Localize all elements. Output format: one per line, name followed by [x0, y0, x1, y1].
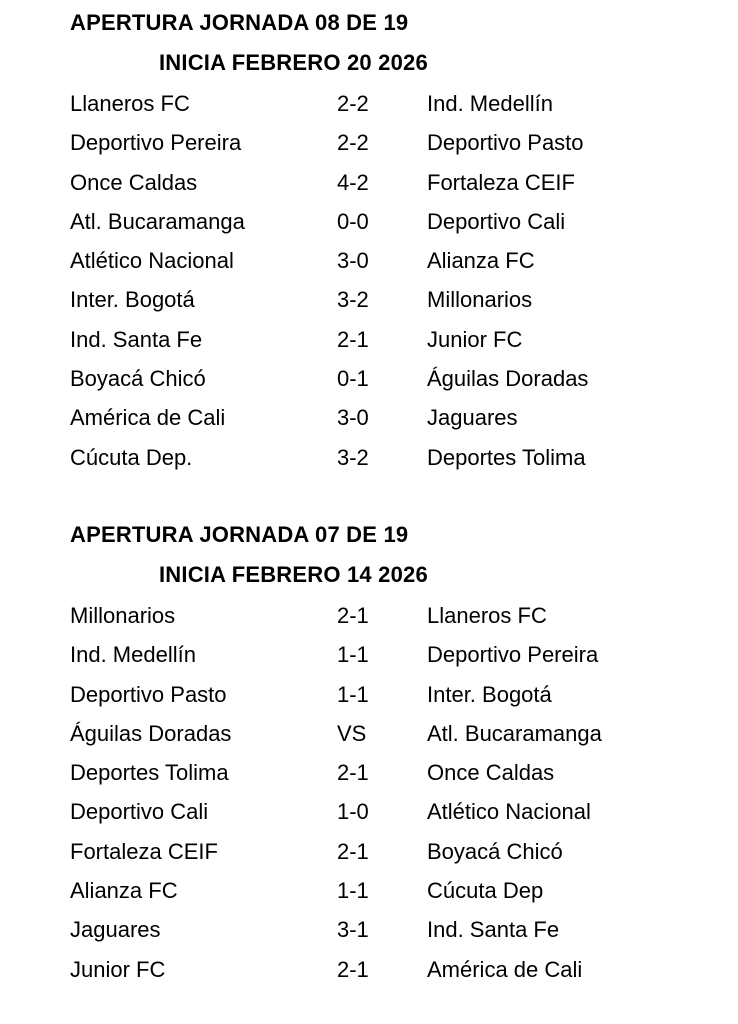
match-score: 3-0: [337, 248, 369, 274]
match-score: 3-1: [337, 917, 369, 943]
match-list: [0, 596, 738, 989]
section-subtitle: INICIA FEBRERO 14 2026: [159, 562, 428, 587]
match-row: [0, 871, 738, 910]
match-score: 0-1: [337, 366, 369, 392]
match-score: 2-1: [337, 956, 369, 982]
home-team: Ind. Santa Fe: [70, 326, 203, 352]
home-team: Fortaleza CEIF: [70, 838, 218, 864]
section-title: APERTURA JORNADA 07 DE 19: [70, 522, 409, 547]
home-team: Alianza FC: [70, 878, 178, 904]
match-row: [0, 832, 738, 871]
match-row: [0, 359, 738, 398]
match-score: 1-0: [337, 799, 369, 825]
match-row: [0, 792, 738, 831]
home-team: Águilas Doradas: [70, 720, 232, 746]
home-team: Deportes Tolima: [70, 760, 229, 786]
away-team: Deportivo Cali: [427, 208, 566, 234]
home-team: Atl. Bucaramanga: [70, 208, 245, 234]
match-row: [0, 123, 738, 162]
away-team: Ind. Santa Fe: [427, 917, 560, 943]
home-team: Jaguares: [70, 917, 161, 943]
match-row: [0, 675, 738, 714]
match-score: 2-1: [337, 603, 369, 628]
away-team: Junior FC: [427, 326, 523, 352]
home-team: Deportivo Pasto: [70, 681, 227, 707]
match-row: [0, 596, 738, 635]
fixture-section-jornada-08: [0, 4, 738, 477]
away-team: Deportivo Pasto: [427, 130, 584, 156]
away-team: Deportivo Pereira: [427, 642, 599, 668]
home-team: Millonarios: [70, 603, 176, 628]
home-team: Junior FC: [70, 956, 166, 982]
match-row: [0, 320, 738, 359]
match-row: [0, 241, 738, 280]
home-team: Deportivo Pereira: [70, 130, 242, 156]
match-row: [0, 84, 738, 123]
match-score: 4-2: [337, 169, 369, 195]
match-row: [0, 280, 738, 319]
away-team: Águilas Doradas: [427, 366, 589, 392]
match-score: 2-2: [337, 91, 369, 116]
away-team: Boyacá Chicó: [427, 838, 563, 864]
away-team: Cúcuta Dep: [427, 878, 544, 904]
away-team: Fortaleza CEIF: [427, 169, 575, 195]
match-row: [0, 438, 738, 477]
match-row: [0, 202, 738, 241]
match-score: 1-1: [337, 878, 369, 904]
match-list: [0, 84, 738, 477]
away-team: Alianza FC: [427, 248, 535, 274]
match-score: 1-1: [337, 681, 369, 707]
away-team: Ind. Medellín: [427, 91, 553, 116]
home-team: Atlético Nacional: [70, 248, 234, 274]
home-team: Ind. Medellín: [70, 642, 196, 668]
home-team: Once Caldas: [70, 169, 198, 195]
home-team: Boyacá Chicó: [70, 366, 206, 392]
match-row: [0, 950, 738, 989]
away-team: América de Cali: [427, 956, 583, 982]
section-title: APERTURA JORNADA 08 DE 19: [70, 10, 409, 35]
match-row: [0, 163, 738, 202]
match-row: [0, 398, 738, 437]
away-team: Deportes Tolima: [427, 444, 586, 470]
away-team: Jaguares: [427, 405, 518, 431]
home-team: Llaneros FC: [70, 91, 190, 116]
match-score: 2-2: [337, 130, 369, 156]
home-team: Deportivo Cali: [70, 799, 209, 825]
home-team: Cúcuta Dep.: [70, 444, 193, 470]
fixture-section-jornada-07: [0, 516, 738, 989]
home-team: América de Cali: [70, 405, 226, 431]
match-score: 3-0: [337, 405, 369, 431]
match-row: [0, 635, 738, 674]
match-score: 2-1: [337, 838, 369, 864]
match-score: 2-1: [337, 326, 369, 352]
home-team: Inter. Bogotá: [70, 287, 195, 313]
match-score: 2-1: [337, 760, 369, 786]
section-subtitle: INICIA FEBRERO 20 2026: [159, 50, 428, 75]
away-team: Once Caldas: [427, 760, 555, 786]
match-score: 0-0: [337, 208, 369, 234]
match-score: 3-2: [337, 287, 369, 313]
match-score: 3-2: [337, 444, 369, 470]
away-team: Llaneros FC: [427, 603, 547, 628]
match-row: [0, 714, 738, 753]
match-score: 1-1: [337, 642, 369, 668]
match-row: [0, 753, 738, 792]
away-team: Inter. Bogotá: [427, 681, 552, 707]
away-team: Atl. Bucaramanga: [427, 720, 602, 746]
match-score: VS: [337, 720, 367, 746]
match-row: [0, 910, 738, 949]
away-team: Atlético Nacional: [427, 799, 591, 825]
away-team: Millonarios: [427, 287, 533, 313]
